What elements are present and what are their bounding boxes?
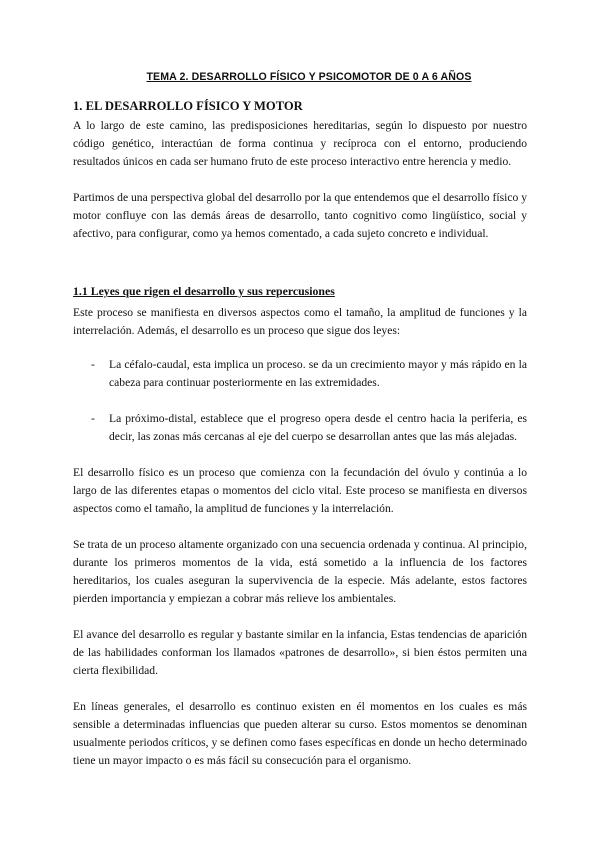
laws-list bbox=[73, 356, 527, 446]
list-item bbox=[73, 410, 527, 446]
body-paragraph-3: El avance del desarrollo es regular y bastante similar en la infancia, Estas tendencias de aparición de las habilidades conforman los llamados «patrones de desarrollo», si bien éstos permiten una cierta flexibilidad. bbox=[73, 628, 527, 677]
body-paragraph-2: Se trata de un proceso altamente organizado con una secuencia ordenada y continua. Al principio, durante los primeros momentos de la vida, está sometido a la influencia de los factores hereditarios, los cuales aseguran la supervivencia de la especie. Más adelante, estos factores pierden importancia y empiezan a cobrar más relieve los ambientales. bbox=[73, 538, 527, 605]
body-paragraph-4: En líneas generales, el desarrollo es continuo existen en él momentos en los cuales es más sensible a determinadas influencias que pueden alterar su curso. Estos momentos se denominan usualmente periodos críticos, y se definen como fases específicas en donde un hecho determinado tiene un mayor impacto o es más fácil su consecución para el organismo. bbox=[73, 700, 527, 767]
document-title: TEMA 2. DESARROLLO FÍSICO Y PSICOMOTOR DE 0 A 6 AÑOS bbox=[146, 71, 472, 83]
section-heading: 1. EL DESARROLLO FÍSICO Y MOTOR bbox=[73, 99, 303, 113]
subsection-intro-paragraph: Este proceso se manifiesta en diversos aspectos como el tamaño, la amplitud de funciones y la interrelación. Además, el desarrollo es un proceso que sigue dos leyes: bbox=[73, 306, 527, 337]
list-item-text: La próximo-distal, establece que el progreso opera desde el centro hacia la periferia, es decir, las zonas más cercanas al eje del cuerpo se desarrollan antes que las más alejadas. bbox=[109, 412, 527, 443]
list-item-text: La céfalo-caudal, esta implica un proceso. se da un crecimiento mayor y más rápido en la cabeza para continuar posteriormente en las extremidades. bbox=[109, 358, 527, 389]
document-page bbox=[73, 70, 527, 788]
subsection-heading: 1.1 Leyes que rigen el desarrollo y sus repercusiones bbox=[73, 284, 335, 298]
list-bullet: - bbox=[91, 412, 95, 425]
list-item bbox=[73, 356, 527, 392]
list-bullet: - bbox=[91, 358, 95, 371]
intro-paragraph-2: Partimos de una perspectiva global del desarrollo por la que entendemos que el desarrollo físico y motor confluye con las demás áreas de desarrollo, tanto cognitivo como lingüístico, social y afectivo, para configurar, como ya hemos comentado, a cada sujeto concreto e individual. bbox=[73, 191, 527, 240]
intro-paragraph-1: A lo largo de este camino, las predisposiciones hereditarias, según lo dispuesto por nuestro código genético, interactúan de forma continua y recíproca con el entorno, produciendo resultados únicos en cada ser humano fruto de este proceso interactivo entre herencia y medio. bbox=[73, 119, 527, 168]
body-paragraph-1: El desarrollo físico es un proceso que comienza con la fecundación del óvulo y continúa a lo largo de las diferentes etapas o momentos del ciclo vital. Este proceso se manifiesta en diversos aspectos como el tamaño, la amplitud de funciones y la interrelación. bbox=[73, 466, 527, 515]
